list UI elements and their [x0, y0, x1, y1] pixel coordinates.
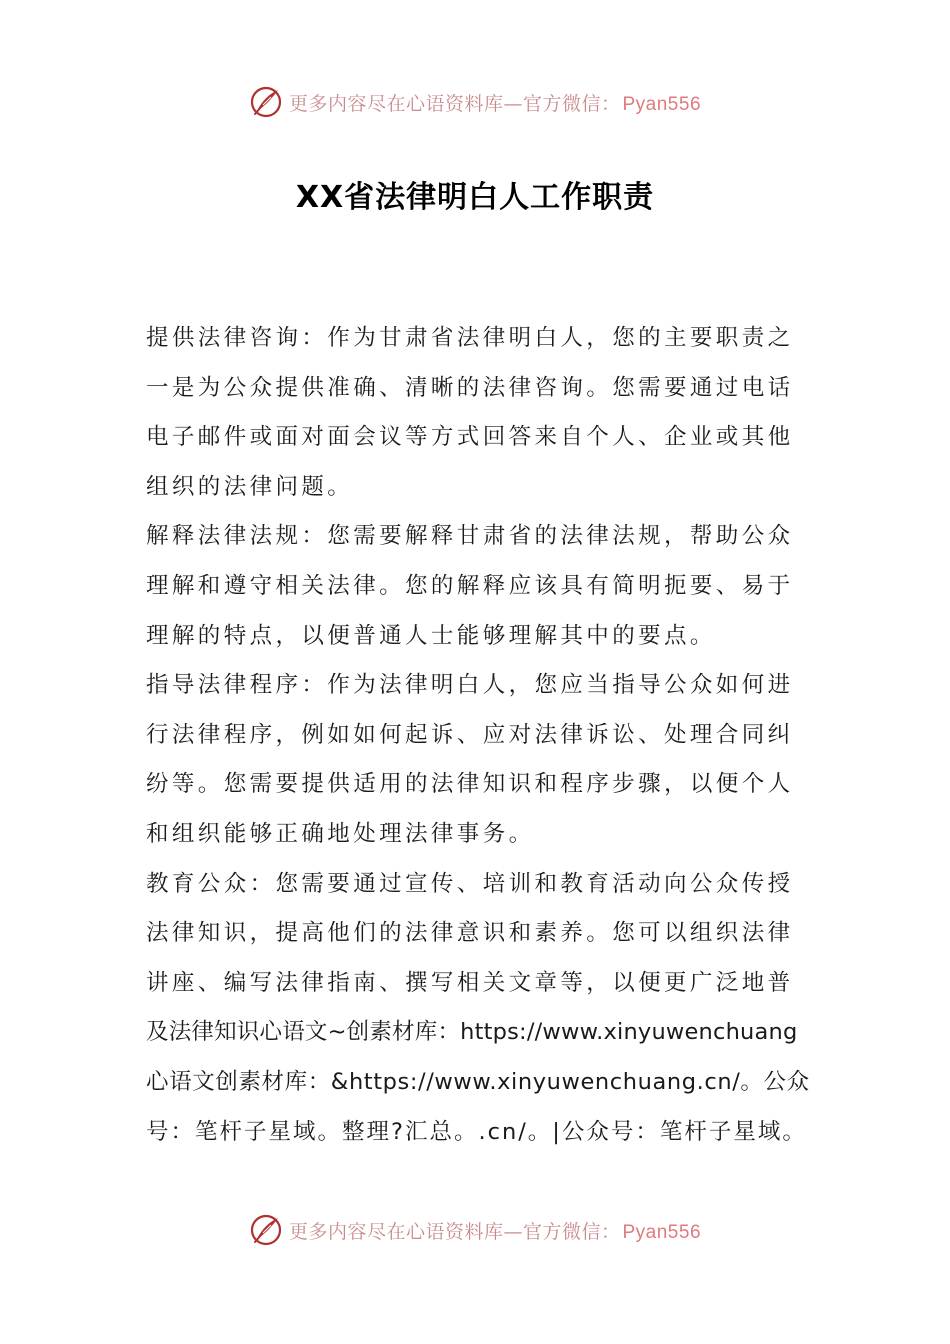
paragraph-line: 一是为公众提供准确、清晰的法律咨询。您需要通过电话 [146, 374, 794, 401]
footer-banner-content [249, 1213, 701, 1247]
paragraph-line: 心语文创素材库：&https://www.xinyuwenchuang.cn/。公众 [146, 1068, 810, 1095]
paragraph-line: 电子邮件或面对面会议等方式回答来自个人、企业或其他 [146, 424, 794, 451]
paragraph-line: 讲座、编写法律指南、撰写相关文章等，以便更广泛地普 [146, 969, 794, 996]
footer-banner-text [289, 1217, 701, 1244]
paragraph-line: 教育公众：您需要通过宣传、培训和教育活动向公众传授 [146, 870, 794, 897]
paragraph-line: 法律知识，提高他们的法律意识和素养。您可以组织法律 [146, 920, 794, 947]
paragraph-line: 理解和遵守相关法律。您的解释应该具有简明扼要、易于 [146, 572, 794, 599]
header-banner [0, 82, 950, 122]
paragraph-line: 号：笔杆子星域。整理?汇总。.cn/。|公众号：笔杆子星域。 [146, 1118, 807, 1145]
header-wechat-id: Pyan556 [622, 93, 702, 115]
paragraph-line: 解释法律法规：您需要解释甘肃省的法律法规，帮助公众 [146, 523, 794, 550]
header-banner-main: 更多内容尽在心语资料库— [288, 92, 523, 115]
paragraph-line: 及法律知识心语文~创素材库：https://www.xinyuwenchuang [146, 1019, 798, 1046]
paragraph-line: 纷等。您需要提供适用的法律知识和程序步骤，以便个人 [146, 771, 794, 798]
quill-logo-icon [249, 1213, 283, 1247]
header-banner-text [289, 89, 701, 116]
footer-banner-main: 更多内容尽在心语资料库— [288, 1220, 523, 1243]
page-title: XX省法律明白人工作职责 [295, 180, 655, 215]
paragraph-line: 和组织能够正确地处理法律事务。 [146, 820, 535, 847]
footer-wechat-id: Pyan556 [622, 1221, 702, 1243]
footer-banner [0, 1210, 950, 1250]
quill-logo-icon [249, 85, 283, 119]
paragraph-line: 指导法律程序：作为法律明白人，您应当指导公众如何进 [146, 672, 794, 699]
paragraph-line: 理解的特点，以便普通人士能够理解其中的要点。 [146, 622, 716, 649]
document-body [146, 314, 811, 1157]
paragraph-line: 提供法律咨询：作为甘肃省法律明白人，您的主要职责之 [146, 325, 794, 351]
header-wechat-label: 官方微信： [522, 92, 621, 115]
header-banner-content [249, 85, 701, 119]
footer-wechat-label: 官方微信： [522, 1220, 621, 1243]
paragraph-line: 行法律程序，例如如何起诉、应对法律诉讼、处理合同纠 [146, 721, 794, 748]
paragraph-line: 组织的法律问题。 [146, 473, 354, 500]
